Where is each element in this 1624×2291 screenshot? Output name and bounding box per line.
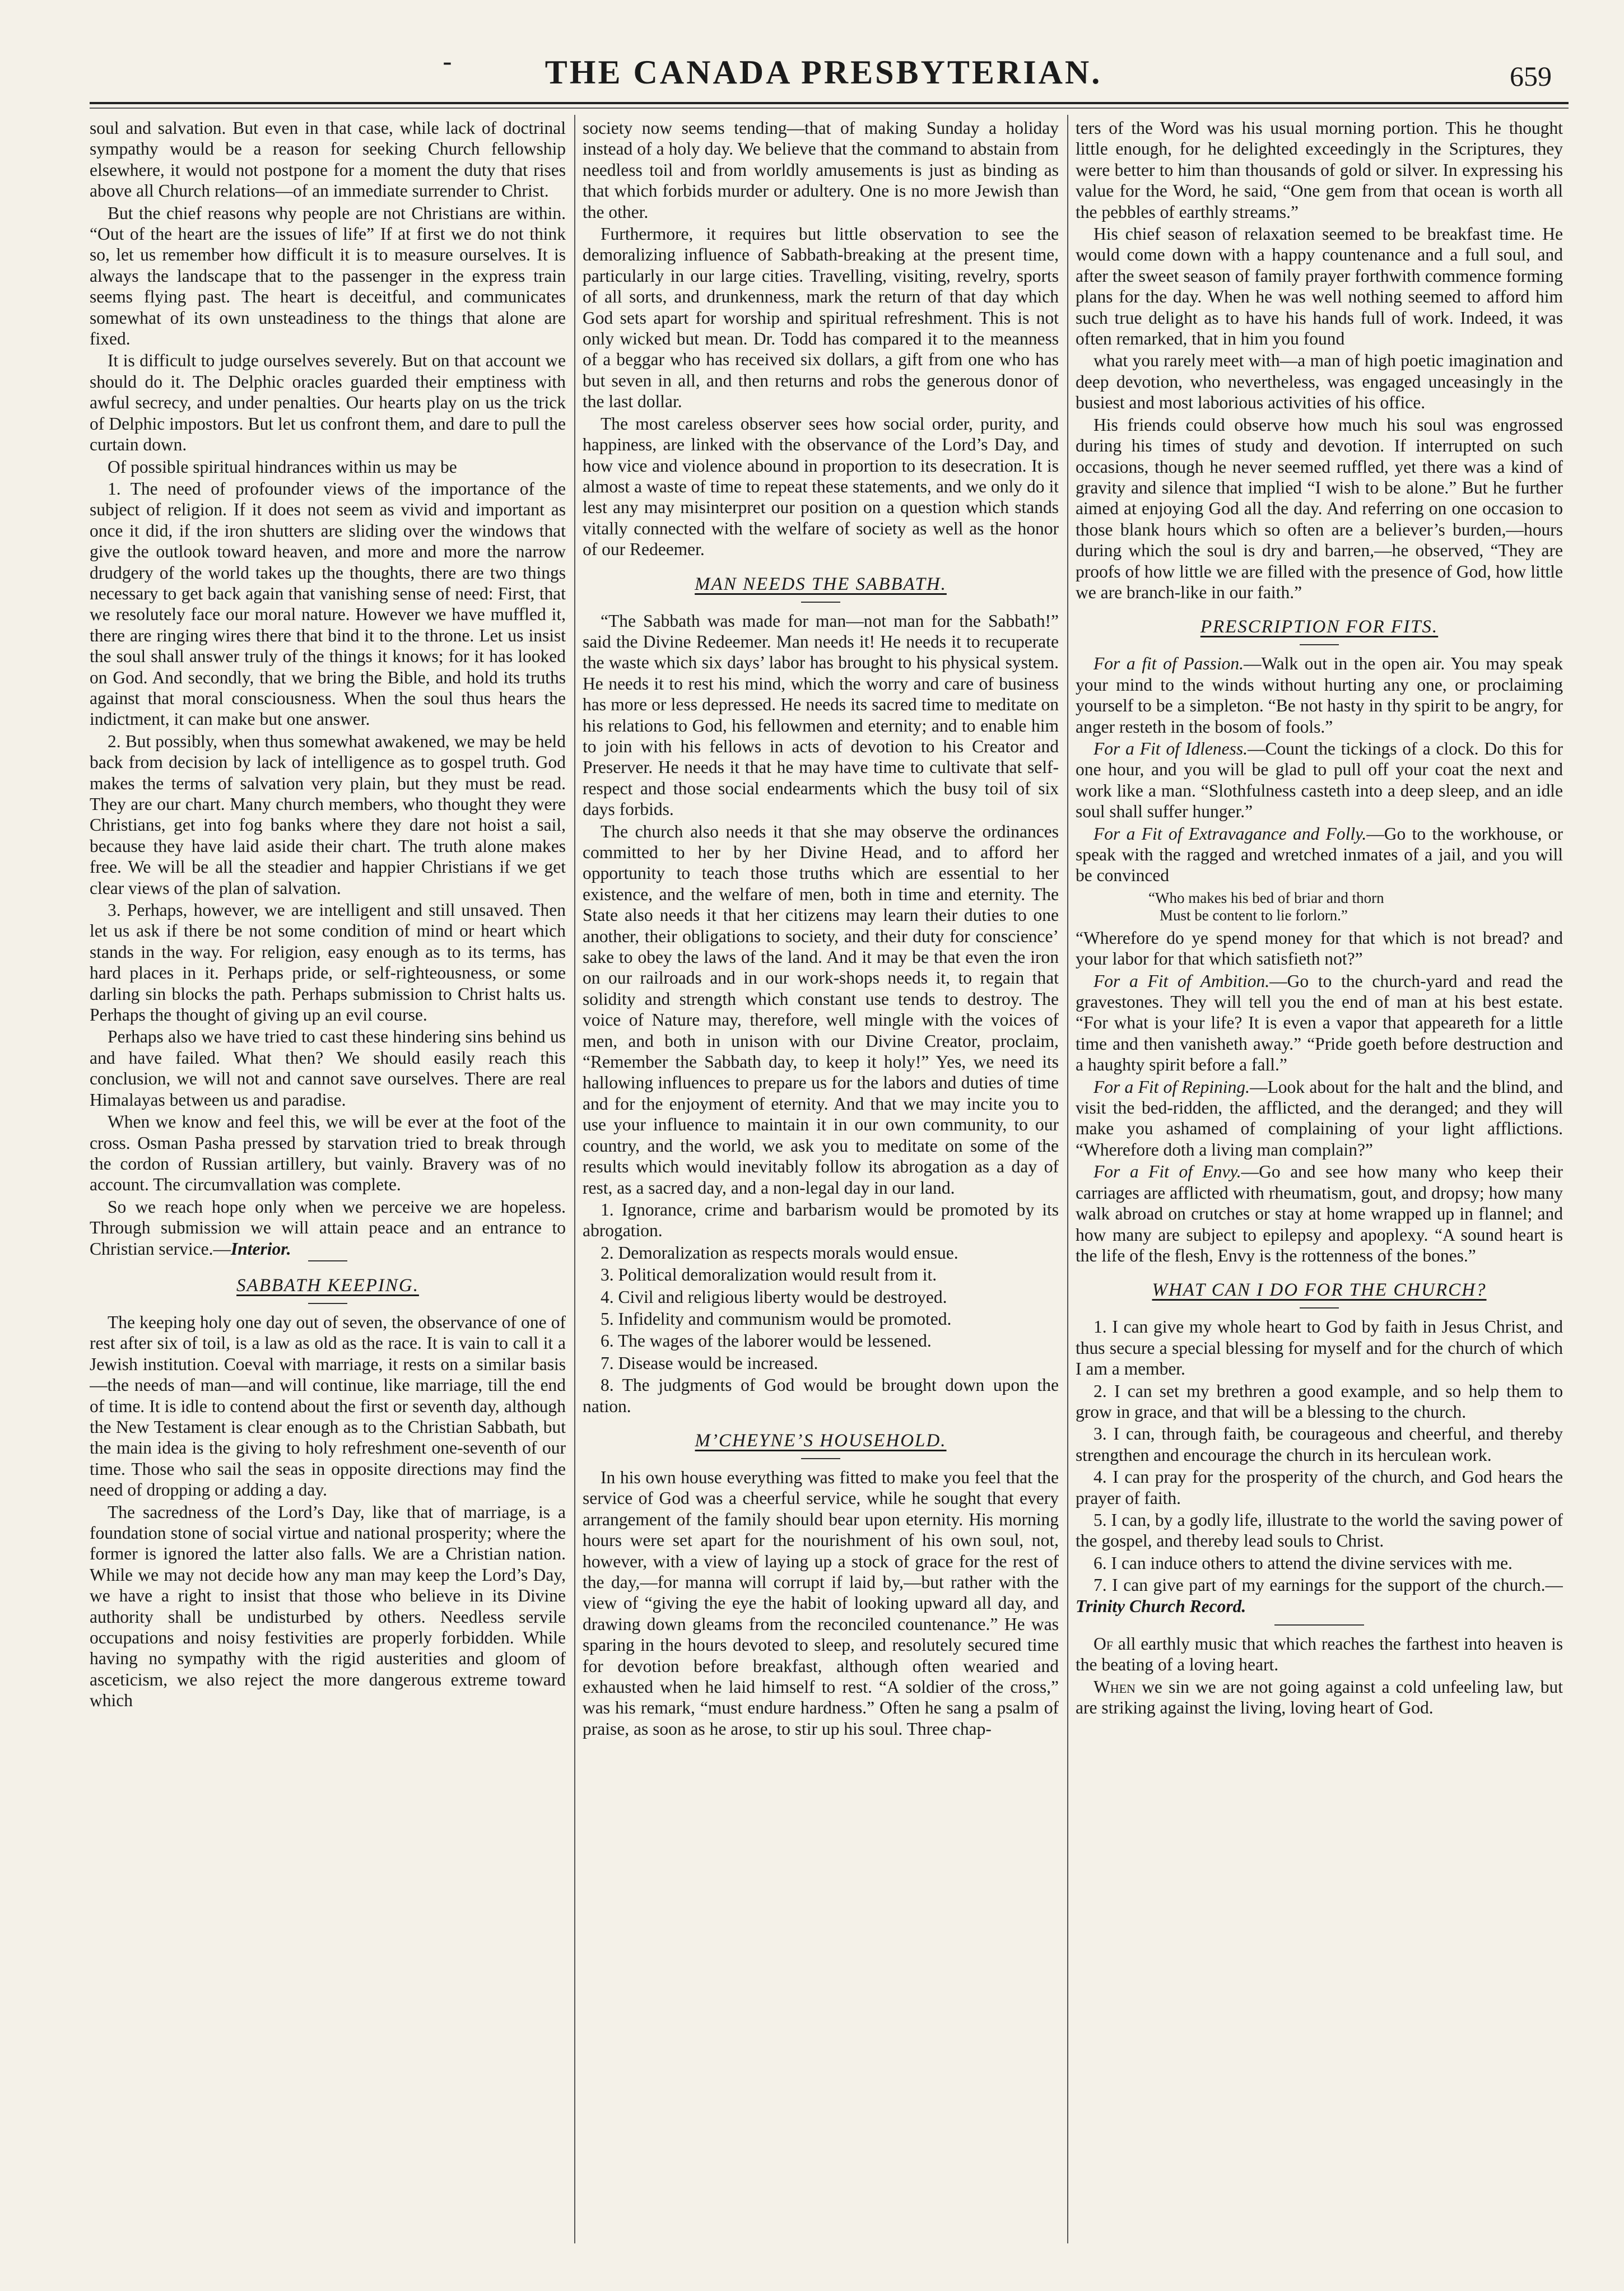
publication-title: THE CANADA PRESBYTERIAN. xyxy=(545,54,1102,91)
list-item: 3. I can, through faith, be courageous and cheerful, and thereby strengthen and encourage the church in its herculean work. xyxy=(1076,1424,1563,1465)
paragraph: soul and salvation. But even in that case, while lack of doctrinal sympathy would be a reason for seeking Church fellowship elsewhere, it would not postpone for a moment the duty that rises above all Church relations—of an immediate surrender to Christ. xyxy=(90,118,566,201)
column-3 xyxy=(1076,118,1563,2241)
paragraph: It is difficult to judge ourselves severely. But on that account we should do it. The Delphic oracles guarded their emptiness with awful secrecy, and under penalties. Our hearts play on us the trick of Delphic impostors. But let us confront them, and dare to pull the curtain down. xyxy=(90,351,566,455)
list-item xyxy=(1076,1575,1563,1617)
fit-label: For a fit of Passion. xyxy=(1093,654,1244,674)
poem-line: Must be content to lie forlorn.” xyxy=(1160,906,1348,924)
paragraph xyxy=(1076,971,1563,1075)
list-item: 2. I can set my brethren a good example, and so help them to grow in grace, and that will be a blessing to the church. xyxy=(1076,1381,1563,1422)
list-item: 8. The judgments of God would be brought down upon the nation. xyxy=(583,1375,1059,1416)
fit-label: For a Fit of Extravagance and Folly. xyxy=(1093,823,1367,844)
section-rule xyxy=(1300,644,1339,645)
paragraph xyxy=(1076,653,1563,737)
fit-label: For a Fit of Envy. xyxy=(1093,1162,1241,1182)
heading-sabbath-keeping: SABBATH KEEPING. xyxy=(236,1275,419,1296)
masthead-dash: - xyxy=(443,45,452,78)
paragraph xyxy=(1076,1161,1563,1266)
paragraph: society now seems tending—that of making Sunday a holiday instead of a holy day. We believe that the command to abstain from needless toil and from worldly amusements is just as binding as that which forbids murder or adultery. One is no more Jewish than the other. xyxy=(583,118,1059,222)
fit-label: For a Fit of Idleness. xyxy=(1093,738,1248,758)
paragraph: The church also needs it that she may observe the ordinances committed to her by her Divine Head, and to afford her opportunity to teach those truths which are essential to her existence, and the welfare of men, both in time and eternity. The State also needs it that her citizens may learn their duties to one another, their obligations to society, and their duty for conscience’ sake to obey the laws of the land. And it may be that even the iron on our railroads and in our work-shops needs it, to regain that solidity and strength which constant use tends to destroy. The voice of Nature may, therefore, well mingle with the voices of men, and both in unison with our Divine Creator, proclaim, “Remember the Sabbath day, to keep it holy!” Yes, we need its hallowing influences to prepare us for the labors and duties of time and for the enjoyment of eternity. And that we may incite you to use your influence to maintain it in our own community, to our country, and the world, we ask you to meditate on some of the results which would inevitably follow its abrogation as a day of rest, as a sacred day, and a non-legal day in our land. xyxy=(583,821,1059,1198)
list-item: 3. Political demoralization would result from it. xyxy=(601,1265,937,1285)
fit-text: —Go and see how many who keep their carriages are afflicted with rheumatism, gout, and dropsy; how many walk abroad on crutches or stay at home wrapped up in flannel; and how many are subject to epilepsy and apoplexy. “A sound heart is the life of the flesh, Envy is the rottenness of the bones.” xyxy=(1076,1162,1563,1265)
paragraph: The keeping holy one day out of seven, the observance of one of rest after six of toil, is a law as old as the race. It is vain to call it a Jewish institution. Coeval with marriage, it rests on a similar basis—the needs of man—and will continue, like marriage, till the end of time. It is idle to contend about the first or seventh day, although the New Testament is clear enough as to the Christian Sabbath, but the main idea is the giving to holy refreshment one-seventh of our time. Those who sail the seas in opposite directions may find the need of dropping or adding a day. xyxy=(90,1312,566,1500)
list-item: 6. I can induce others to attend the divine services with me. xyxy=(1093,1553,1513,1573)
fit-label: For a Fit of Ambition. xyxy=(1093,971,1270,991)
heading-what-can-i-do: WHAT CAN I DO FOR THE CHURCH? xyxy=(1152,1280,1487,1301)
header-rule xyxy=(90,102,1569,109)
lead-word: When xyxy=(1093,1677,1136,1697)
fit-text: —Count the tickings of a clock. Do this for one hour, and you will be glad to pull off your coat the next and work like a man. “Slothfulness casteth into a deep sleep, and an idle soul shall suffer hunger.” xyxy=(1076,738,1563,822)
paragraph: But the chief reasons why people are not Christians are within. “Out of the heart are the issues of life” If at first we do not think so, let us remember how difficult it is to measure ourselves. It is always the landscape that to the passenger in the express train seems flying past. The heart is deceitful, and communicates somewhat of its own unsteadiness to the things that alone are fixed. xyxy=(90,203,566,349)
column-2 xyxy=(583,118,1059,2241)
fit-label: For a Fit of Repining. xyxy=(1093,1077,1250,1097)
heading-mcheynes-household: M’CHEYNE’S HOUSEHOLD. xyxy=(695,1430,947,1451)
section-rule xyxy=(308,1260,347,1261)
poem-quote xyxy=(1076,890,1563,924)
paragraph: His friends could observe how much his soul was engrossed during his times of study and devotion. If interrupted on such occasions, though he never seemed ruffled, yet there was a kind of gravity and silence that implied “I wish to be alone.” But he further aimed at enjoying God all the day. And referring on one occasion to those blank hours which so often are a believer’s burden,—hours during which the soul is dry and barren,—he observed, “They are proofs of how little we are filled with the presence of God, how little we are branch-like in our faith.” xyxy=(1076,415,1563,602)
paragraph: 3. Perhaps, however, we are intelligent and still unsaved. Then let us ask if there be not some condition of mind or heart which stands in the way. For religion, easy enough as to its terms, has hard places in it. Perhaps pride, or self-righteousness, or some darling sin blocks the path. Perhaps submission to Christ halts us. Perhaps the thought of giving up an evil course. xyxy=(90,900,566,1025)
list-item: 7. Disease would be increased. xyxy=(601,1353,818,1373)
poem-line: “Who makes his bed of briar and thorn xyxy=(1148,889,1384,906)
list-item: 1. I can give my whole heart to God by faith in Jesus Christ, and thus secure a special blessing for myself and for the church of which I am a member. xyxy=(1076,1317,1563,1379)
section-rule xyxy=(308,1303,347,1304)
paragraph: His chief season of relaxation seemed to be breakfast time. He would come down with a happy countenance and a full soul, and after the sweet season of family prayer forthwith commence forming plans for the day. When he was well nothing seemed to afford him such true delight as to have his hands full of work. Indeed, it was often remarked, that in him you found xyxy=(1076,224,1563,349)
fit-text: —Look about for the halt and the blind, and visit the bed-ridden, the afflicted, and the deranged; and they will make you ashamed of complaining of your light afflictions. “Wherefore doth a living man complain?” xyxy=(1076,1077,1563,1160)
paragraph-text: So we reach hope only when we perceive we are hopeless. Through submission we will attain peace and an entrance to Christian service.— xyxy=(90,1196,566,1259)
paragraph: The most careless observer sees how social order, purity, and happiness, are linked with the observance of the Lord’s Day, and how vice and violence abound in proportion to its desecration. It is almost a waste of time to repeat these statements, and we only do it lest any may misinterpret our position on a question which stands vitally connected with the welfare of society as well as the honor of our Redeemer. xyxy=(583,413,1059,560)
paragraph: Perhaps also we have tried to cast these hindering sins behind us and have failed. What then? We should easily reach this conclusion, we will not and cannot save ourselves. There are real Himalayas between us and paradise. xyxy=(90,1027,566,1110)
paragraph: Of possible spiritual hindrances within us may be xyxy=(108,457,457,477)
list-item: 5. Infidelity and communism would be promoted. xyxy=(601,1309,952,1329)
fit-text: —Go to the church-yard and read the gravestones. They will tell you the end of man at his best estate. “For what is your life? It is even a vapor that appeareth for a little time and then vanisheth away.” “Pride goeth before destruction and a haughty spirit before a fall.” xyxy=(1076,971,1563,1075)
list-item: 4. I can pray for the prosperity of the church, and God hears the prayer of faith. xyxy=(1076,1467,1563,1508)
list-text: 7. I can give part of my earnings for the support of the church.— xyxy=(1093,1575,1563,1595)
source-credit: Interior. xyxy=(230,1238,291,1259)
heading-man-needs-the-sabbath: MAN NEEDS THE SABBATH. xyxy=(695,574,947,594)
list-item: 4. Civil and religious liberty would be destroyed. xyxy=(601,1287,947,1307)
paragraph xyxy=(1076,1677,1563,1719)
paragraph xyxy=(1076,1077,1563,1161)
paragraph: In his own house everything was fitted to make you feel that the service of God was a cheerful service, while he sought that every arrangement of the family should bear upon eternity. His morning hours were set apart for the nourishment of his own soul, not, however, with a view of laying up a stock of grace for the rest of the day,—for manna will corrupt if laid by,—but rather with the view of “giving the eye the habit of looking upward all day, and drawing down gleams from the reconciled countenance.” He was sparing in the hours devoted to sleep, and resolutely secured time for devotion before breakfast, although often wearied and exhausted when he laid himself to rest. “A soldier of the cross,” was his remark, “must endure hardness.” Often he sang a psalm of praise, as soon as he arose, to stir up his soul. Three chap- xyxy=(583,1467,1059,1739)
list-item: 6. The wages of the laborer would be lessened. xyxy=(601,1331,932,1351)
column-divider xyxy=(1067,115,1068,2243)
column-1 xyxy=(90,118,566,2241)
paragraph: “Wherefore do ye spend money for that which is not bread? and your labor for that which satisfieth not?” xyxy=(1076,928,1563,969)
column-divider xyxy=(574,115,575,2243)
masthead xyxy=(84,45,1563,98)
paragraph xyxy=(1076,738,1563,822)
paragraph: When we know and feel this, we will be ever at the foot of the cross. Osman Pasha pressed by starvation tried to break through the cordon of Russian artillery, but vainly. Bravery was of no account. The circumvallation was complete. xyxy=(90,1112,566,1195)
paragraph: ters of the Word was his usual morning portion. This he thought little enough, for he delighted exceedingly in the Scriptures, they were better to him than thousands of gold or silver. In expressing his value for the Word, he said, “One gem from that ocean is worth all the pebbles of earthly streams.” xyxy=(1076,118,1563,222)
paragraph-text: we sin we are not going against a cold unfeeling law, but are striking against the living, loving heart of God. xyxy=(1076,1677,1563,1718)
page-number: 659 xyxy=(1510,60,1552,92)
paragraph-text: all earthly music that which reaches the farthest into heaven is the beating of a loving heart. xyxy=(1076,1634,1563,1675)
lead-word: Of xyxy=(1093,1634,1113,1654)
paragraph: The sacredness of the Lord’s Day, like that of marriage, is a foundation stone of social virtue and national prosperity; where the former is ignored the latter also falls. We are a Christian nation. While we may not decide how any man may keep the Lord’s Day, we have a right to insist that those who believe in its Divine authority shall be undisturbed by others. Needless servile occupations and noisy festivities are properly forbidden. While having no sympathy with the rigid austerities and gloom of asceticism, we also reject the more dangerous extreme toward which xyxy=(90,1502,566,1711)
paragraph xyxy=(1076,823,1563,886)
paragraph: “The Sabbath was made for man—not man for the Sabbath!” said the Divine Redeemer. Man needs it! He needs it to recuperate the waste which six days’ labor has brought to his physical system. He needs it to rest his mind, which the worry and care of business has more or less depressed. He needs its sacred time to meditate on his relations to God, his fellowmen and eternity; and to enable him to join with his fellows in acts of devotion to his Creator and Preserver. He needs it that he may have time to cultivate that self-respect and those social endearments which the busy toil of six days forbids. xyxy=(583,611,1059,819)
section-rule xyxy=(801,602,840,603)
paragraph: 1. The need of profounder views of the importance of the subject of religion. If it does not seem as vivid and important as once it did, if the iron shutters are sliding over the windows that give the outlook toward heaven, and more and more the narrow drudgery of the world takes up the thoughts, there are two things necessary to get back again that vanishing sense of need: First, that we resolutely face our moral nature. However we have muffled it, there are ringing wires there that bind it to the throne. Let us insist the soul shall answer truly of the things it knows; for it has looked on God. And secondly, that we bring the Bible, and hold its truths against that moral consciousness. When the soul thus hears the indictment, it can make but one answer. xyxy=(90,478,566,729)
section-rule xyxy=(1274,1624,1364,1626)
paragraph: Furthermore, it requires but little observation to see the demoralizing influence of Sabbath-breaking at the present time, particularly in our large cities. Travelling, visiting, revelry, sports of all sorts, and drunkenness, mark the return of that day which God sets apart for worship and spiritual refreshment. This is not only wicked but mean. Dr. Todd has compared it to the meanness of a beggar who has received six dollars, a gift from one who has but seven in all, and then returns and robs the generous donor of the last dollar. xyxy=(583,224,1059,412)
list-item: 1. Ignorance, crime and barbarism would be promoted by its abrogation. xyxy=(583,1199,1059,1241)
paragraph: 2. But possibly, when thus somewhat awakened, we may be held back from decision by lack of intelligence as to gospel truth. God makes the terms of salvation very plain, but they must be read. They are our chart. Many church members, who thought they were Christians, get into fog banks where they dare not hoist a sail, because they have laid aside their chart. The truth alone makes free. We will be all the steadier and happier Christians if we get clear views of the plan of salvation. xyxy=(90,731,566,898)
paragraph xyxy=(90,1196,566,1259)
section-rule xyxy=(801,1458,840,1459)
paragraph: what you rarely meet with—a man of high poetic imagination and deep devotion, who nevertheless, was engaged unceasingly in the busiest and most laborious activities of his office. xyxy=(1076,351,1563,413)
paragraph xyxy=(1076,1633,1563,1675)
list-item: 2. Demoralization as respects morals would ensue. xyxy=(601,1242,958,1263)
fit-text: —Go to the workhouse, or speak with the ragged and wretched inmates of a jail, and you will be convinced xyxy=(1076,823,1563,886)
heading-prescription-for-fits: PRESCRIPTION FOR FITS. xyxy=(1200,617,1439,637)
section-rule xyxy=(1300,1307,1339,1309)
list-item: 5. I can, by a godly life, illustrate to the world the saving power of the gospel, and thereby lead souls to Christ. xyxy=(1076,1510,1563,1551)
fit-text: —Walk out in the open air. You may speak your mind to the winds without hurting any one, or proclaiming yourself to be a simpleton. “Be not hasty in thy spirit to be angry, for anger resteth in the bosom of fools.” xyxy=(1076,654,1563,737)
source-credit: Trinity Church Record. xyxy=(1076,1596,1246,1616)
